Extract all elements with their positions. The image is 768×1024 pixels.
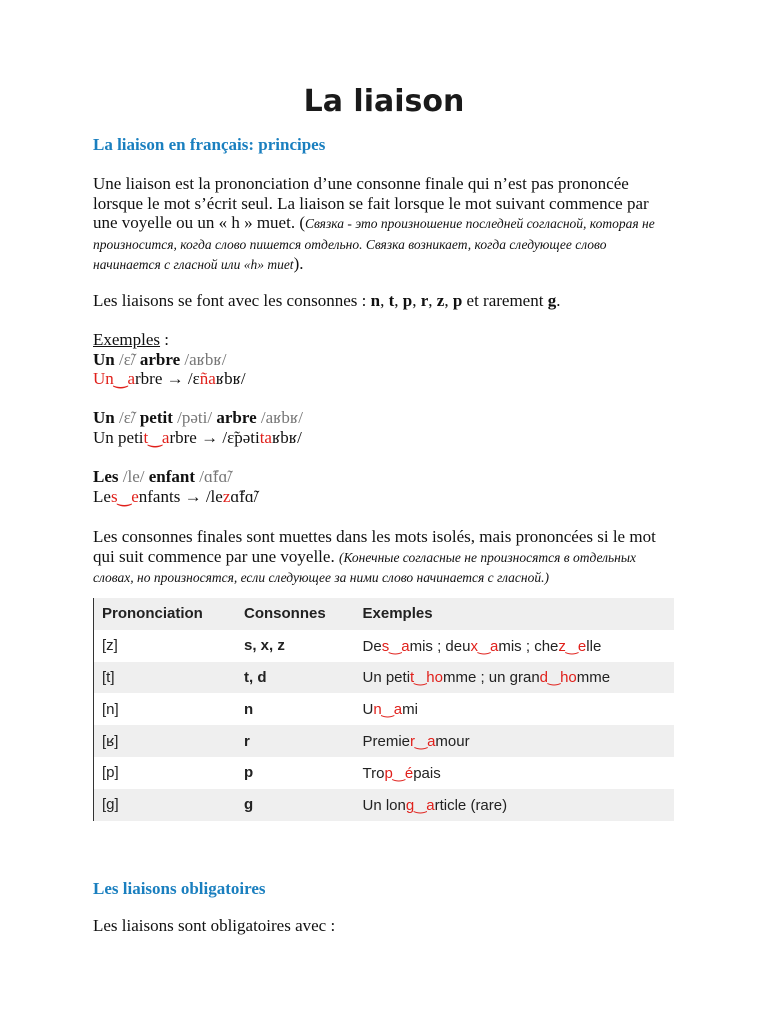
liaison-table: [93, 598, 674, 821]
example-text: Un lon: [362, 796, 406, 814]
consonant-p: p: [402, 291, 413, 310]
example-2-liaison-a: Un peti: [93, 428, 144, 447]
example-2-liaison-f: ʁbʁ/: [271, 428, 302, 447]
cell-examples: [355, 693, 675, 725]
example-2-liaison-d: /ɛ̃pəti: [222, 428, 260, 447]
table-row: [94, 725, 675, 757]
example-text: lle: [586, 637, 602, 655]
example-1-liaison-f: ʁbʁ/: [215, 369, 246, 388]
example-text: U: [362, 701, 374, 719]
table-row: [94, 662, 675, 694]
liaison-highlight: p‿é: [384, 764, 414, 782]
page-title: La liaison: [303, 84, 465, 119]
example-2-words: [93, 408, 303, 428]
example-2-phon-3: /aʁbʁ/: [256, 408, 303, 427]
liaison-highlight: x‿a: [470, 637, 499, 655]
liaison-highlight: g‿a: [405, 796, 435, 814]
consonant-g: g: [547, 291, 557, 310]
liaison-highlight: s‿a: [381, 637, 410, 655]
example-1-liaison-d: /ɛ: [187, 369, 200, 388]
example-3-liaison-b: s‿e: [110, 487, 139, 506]
cell-pronunciation: [n]: [102, 700, 119, 718]
example-text: mis ; deu: [409, 637, 471, 655]
example-2-liaison: [93, 428, 302, 448]
example-3-liaison-d: /le: [205, 487, 223, 506]
example-1-liaison-e: ña: [199, 369, 216, 388]
examples-colon: :: [160, 330, 170, 349]
muted-french-text: Les consonnes finales sont muettes dans les mots isolés, mais prononcées si le mot qui suit commence par une voyelle.: [93, 527, 656, 566]
consonants-suffix: et rarement: [462, 291, 548, 310]
muted-russian-text: (Конечные согласные не произносятся в отдельных словах, но произносятся, если следующее за ними слово начинается с гласной.): [93, 549, 636, 585]
cell-consonants: n: [244, 700, 254, 718]
cell-examples: [355, 757, 675, 789]
example-text: mour: [435, 733, 470, 751]
example-3-liaison: [93, 487, 259, 507]
example-1-liaison-b: ‿a: [113, 369, 135, 388]
example-text: rticle (rare): [434, 796, 508, 814]
consonant-t: t: [388, 291, 395, 310]
consonant-p-2: p: [452, 291, 463, 310]
intro-french-text: Une liaison est la prononciation d’une consonne finale qui n’est pas prononcée lorsque le mot s’écrit seul. La liaison se fait lorsque le mot suivant commence par une voyelle ou un « h » muet. (: [93, 174, 649, 232]
liaison-highlight: t‿ho: [410, 669, 443, 687]
consonants-prefix: Les liaisons se font avec les consonnes :: [93, 291, 371, 310]
cell-pronunciation: [t]: [102, 668, 115, 686]
cell-pronunciation: [p]: [102, 764, 119, 782]
table-row: [94, 630, 675, 662]
cell-consonants: g: [244, 796, 254, 814]
cell-pronunciation: [z]: [102, 637, 118, 655]
example-1-word-2: arbre: [139, 350, 181, 369]
arrow-icon: →: [196, 428, 223, 447]
example-text: mme ; un gran: [442, 669, 540, 687]
example-text: mme: [576, 669, 611, 687]
cell-examples: [355, 789, 675, 821]
table-row: [94, 693, 675, 725]
cell-consonants: r: [244, 732, 250, 750]
cell-consonants: s, x, z: [244, 637, 285, 655]
muted-paragraph: [93, 527, 675, 588]
cell-pronunciation: [g]: [102, 796, 119, 814]
intro-russian-text: Связка - это произношение последней согласной, которая не произносится, когда слово пишется отдельно. Связка возникает, когда следующее слово начинается с гласной или «h» muet: [93, 216, 655, 272]
table-body: [94, 630, 675, 821]
example-3-liaison-f: ɑ̃fɑ̃/: [230, 487, 259, 506]
example-2-phon-1: /ɛ̃/: [114, 408, 140, 427]
example-text: pais: [413, 764, 441, 782]
section-heading-obligatoires: Les liaisons obligatoires: [93, 879, 266, 898]
example-3-liaison-c: nfants: [138, 487, 181, 506]
example-2-word-3: arbre: [216, 408, 257, 427]
example-text: Premie: [362, 733, 411, 751]
consonant-n: n: [370, 291, 381, 310]
cell-examples: [355, 630, 675, 662]
liaison-highlight: r‿a: [410, 733, 436, 751]
example-3-phon-2: /ɑ̃fɑ̃/: [195, 467, 233, 486]
cell-examples: [355, 662, 675, 694]
liaison-highlight: d‿ho: [539, 669, 577, 687]
example-text: mis ; che: [498, 637, 559, 655]
liaison-highlight: n‿a: [373, 701, 403, 719]
consonant-z: z: [436, 291, 445, 310]
cell-consonants: p: [244, 764, 254, 782]
col-header-pronunciation: Prononciation: [102, 605, 203, 623]
table-row: [94, 789, 675, 821]
example-1-phon-2: /aʁbʁ/: [180, 350, 227, 369]
example-1-liaison: [93, 369, 246, 389]
example-2-liaison-e: ta: [259, 428, 272, 447]
example-3-phon-1: /le/: [118, 467, 149, 486]
example-1-phon-1: /ɛ̃/: [114, 350, 140, 369]
example-1-words: [93, 350, 226, 370]
example-2-phon-2: /pəti/: [172, 408, 217, 427]
examples-label: Exemples: [93, 330, 161, 349]
intro-close: ).: [293, 254, 304, 273]
example-3-word-2: enfant: [148, 467, 195, 486]
example-text: Un peti: [362, 669, 411, 687]
example-text: Tro: [362, 764, 385, 782]
example-1-liaison-c: rbre: [135, 369, 167, 388]
example-1-liaison-a: Un: [93, 369, 114, 388]
arrow-icon: →: [180, 487, 206, 506]
liaison-highlight: z‿e: [558, 637, 587, 655]
example-1-word-1: Un: [93, 350, 115, 369]
table-header-row: [94, 598, 675, 630]
cell-pronunciation: [ʁ]: [102, 732, 119, 750]
col-header-examples: Exemples: [362, 605, 433, 623]
example-text: De: [362, 637, 382, 655]
example-2-liaison-c: rbre: [169, 428, 197, 447]
example-2-word-2: petit: [139, 408, 173, 427]
cell-examples: [355, 725, 675, 757]
example-2-liaison-b: t‿a: [143, 428, 170, 447]
consonant-r: r: [420, 291, 429, 310]
example-2-word-1: Un: [93, 408, 115, 427]
section-heading-principes: La liaison en français: principes: [93, 135, 326, 154]
cell-consonants: t, d: [244, 668, 267, 686]
obligatory-intro: Les liaisons sont obligatoires avec :: [93, 916, 336, 935]
consonants-end: .: [556, 291, 561, 310]
intro-paragraph: [93, 174, 675, 275]
arrow-icon: →: [166, 369, 188, 388]
col-header-consonants: Consonnes: [244, 605, 326, 623]
example-3-liaison-e: z: [222, 487, 231, 506]
example-3-liaison-a: Le: [93, 487, 111, 506]
examples-label-line: [93, 330, 169, 350]
example-3-word-1: Les: [93, 467, 119, 486]
consonants-line: Les liaisons se font avec les consonnes : n, t, p, r, z, p et rarement g.: [93, 291, 561, 310]
table-row: [94, 757, 675, 789]
example-3-words: [93, 467, 232, 487]
example-text: mi: [402, 701, 418, 719]
